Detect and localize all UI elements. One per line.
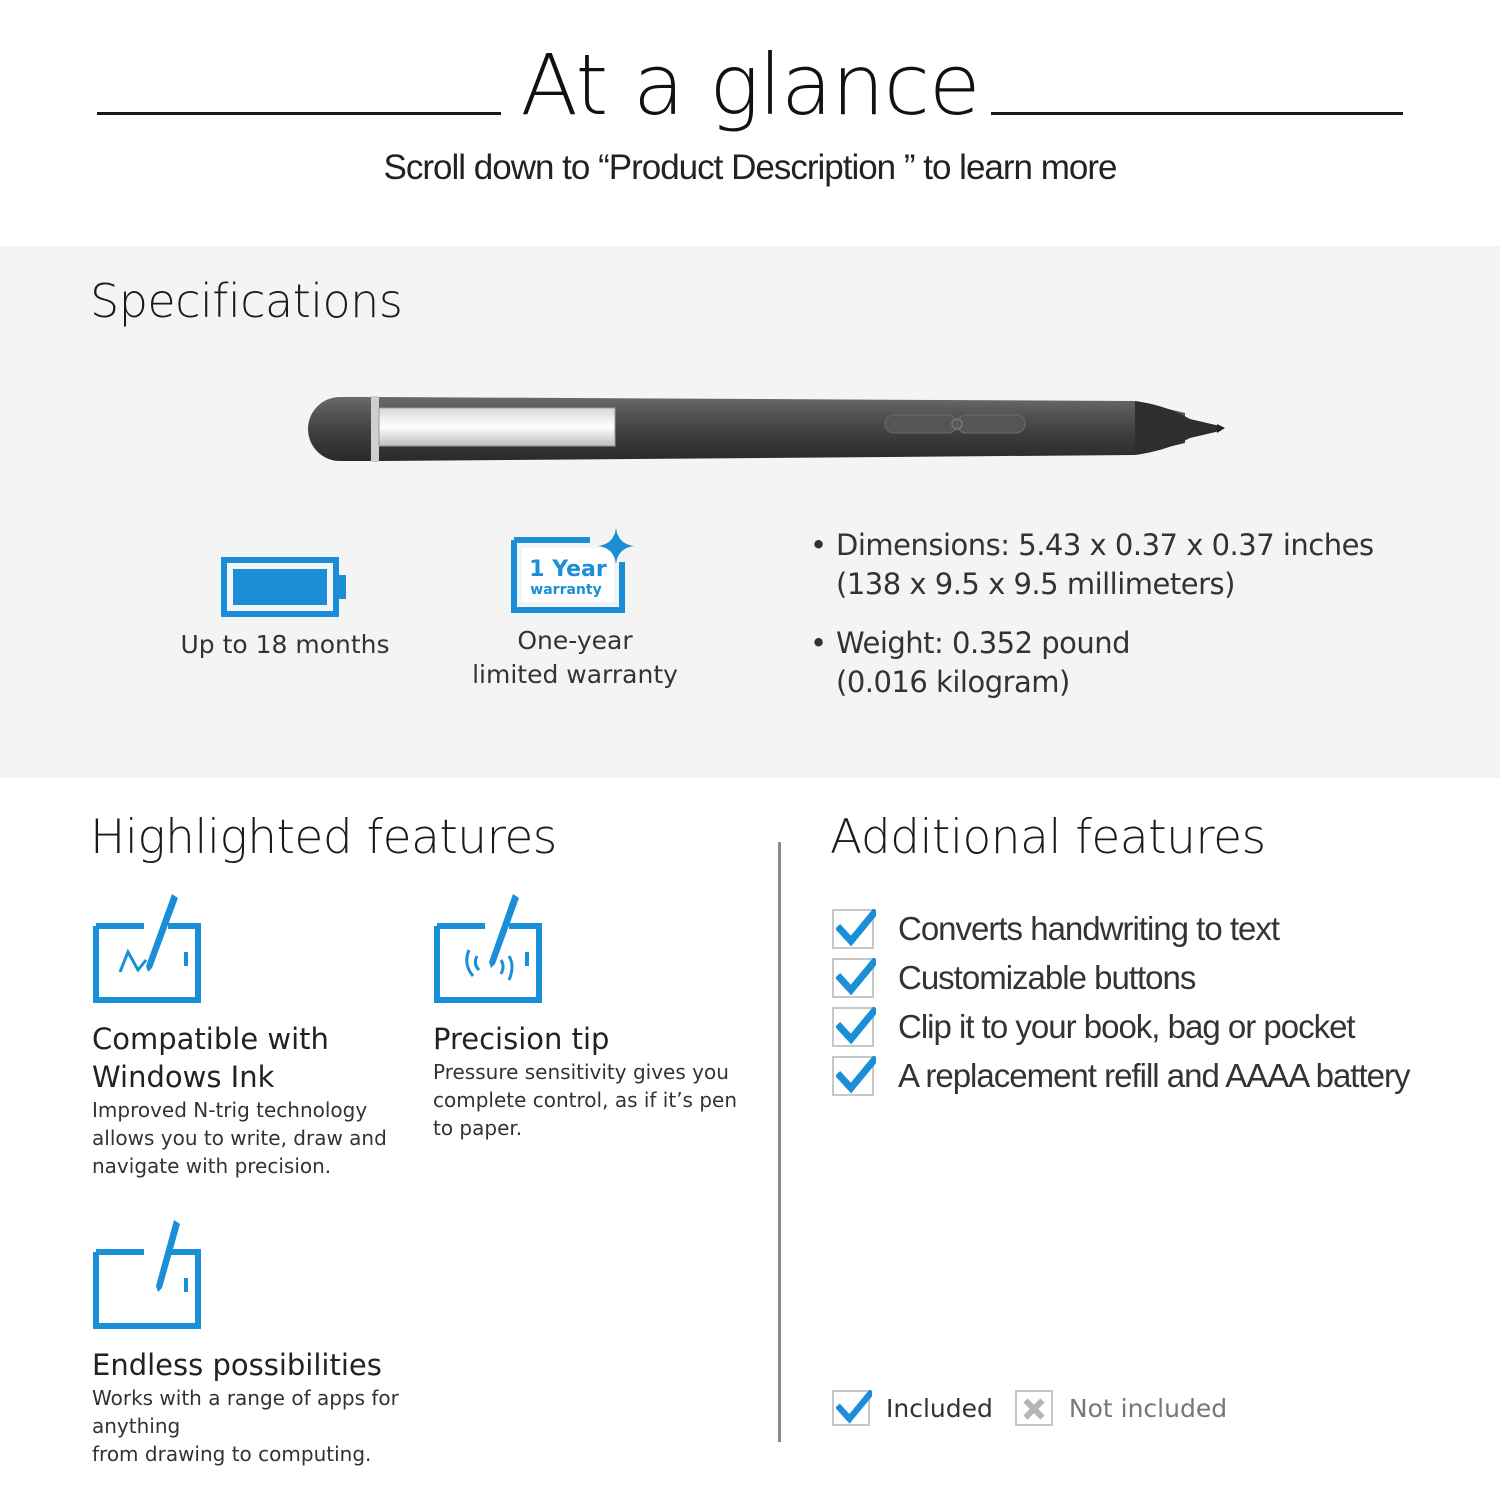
legend-included-label: Included — [886, 1393, 993, 1423]
warranty-badge-line2: warranty — [530, 582, 602, 598]
bullet: • — [810, 528, 827, 562]
column-divider — [778, 842, 781, 1442]
title-rule-left — [97, 112, 501, 115]
page-subtitle: Scroll down to “Product Description ” to learn more — [383, 148, 1117, 187]
feature-desc-line1: Improved N-trig technology — [92, 1098, 368, 1122]
legend-not-included-label: Not included — [1068, 1393, 1228, 1423]
spec-item-weight — [810, 624, 1470, 702]
legend-not-included-checkbox — [1015, 1390, 1053, 1426]
bullet: • — [810, 626, 827, 660]
spec-list — [810, 526, 1470, 722]
checkmark-icon — [836, 958, 876, 998]
feature-name: Precision tip — [433, 1022, 610, 1056]
list-item-text: A replacement refill and AAAA battery — [898, 1056, 1410, 1094]
feature-desc-line2: complete control, as if it’s pen — [433, 1088, 738, 1112]
legend-included-checkbox — [832, 1390, 870, 1426]
spec-weight-line2: (0.016 kilogram) — [836, 665, 1070, 699]
specifications-title: Specifications — [90, 274, 403, 328]
feature-desc-line3: to paper. — [433, 1116, 523, 1140]
list-item — [832, 1002, 1472, 1051]
checkmark-icon — [836, 1007, 876, 1047]
stylus-pen-image — [305, 391, 1230, 466]
battery-spec — [150, 556, 420, 662]
feature-description — [433, 1058, 743, 1142]
highlighted-features-title: Highlighted features — [90, 810, 557, 865]
feature-name: Endless possibilities — [92, 1348, 382, 1382]
specifications-section — [0, 246, 1500, 778]
warranty-label-line2: limited warranty — [472, 660, 678, 689]
page-title: At a glance — [520, 36, 980, 134]
warranty-badge-line1: 1 Year — [529, 557, 607, 582]
additional-features-list — [832, 904, 1472, 1100]
feature-description — [92, 1384, 492, 1468]
checkmark-icon — [836, 1056, 876, 1096]
tablet-pen-draw-icon — [92, 890, 204, 1008]
feature-windows-ink — [92, 890, 412, 1180]
warranty-label-line1: One-year — [517, 626, 633, 655]
checkmark-icon — [836, 909, 876, 949]
feature-endless-possibilities — [92, 1216, 492, 1468]
spec-dimensions-line2: (138 x 9.5 x 9.5 millimeters) — [836, 567, 1235, 601]
list-item — [832, 1051, 1472, 1100]
list-item-text: Converts handwriting to text — [898, 909, 1280, 947]
cross-icon — [1017, 1392, 1051, 1426]
list-item-text: Clip it to your book, bag or pocket — [898, 1007, 1355, 1045]
feature-desc-line1: Pressure sensitivity gives you — [433, 1060, 729, 1084]
list-item-text: Customizable buttons — [898, 958, 1196, 996]
title-rule-right — [991, 112, 1403, 115]
feature-desc-line2: from drawing to computing. — [92, 1442, 372, 1466]
features-section — [0, 778, 1500, 1500]
list-item — [832, 904, 1472, 953]
checkmark-icon — [836, 1390, 872, 1426]
feature-name — [92, 1020, 412, 1096]
feature-precision-tip — [433, 890, 743, 1142]
checkbox-checked — [832, 1007, 874, 1047]
battery-icon — [220, 556, 350, 618]
battery-label: Up to 18 months — [180, 630, 390, 659]
checkbox-checked — [832, 958, 874, 998]
list-item — [832, 953, 1472, 1002]
feature-desc-line3: navigate with precision. — [92, 1154, 332, 1178]
warranty-spec — [450, 526, 700, 692]
spec-item-dimensions — [810, 526, 1470, 604]
checkbox-checked — [832, 1056, 874, 1096]
spec-weight-line1: Weight: 0.352 pound — [836, 626, 1131, 660]
tablet-pen-icon — [92, 1216, 204, 1334]
header — [0, 0, 1500, 246]
feature-desc-line1: Works with a range of apps for anything — [92, 1386, 399, 1438]
feature-description — [92, 1096, 412, 1180]
legend — [832, 1390, 1227, 1426]
feature-desc-line2: allows you to write, draw and — [92, 1126, 387, 1150]
feature-name-line2: Windows Ink — [92, 1060, 275, 1094]
feature-name-line1: Compatible with — [92, 1022, 329, 1056]
checkbox-checked — [832, 909, 874, 949]
tablet-pen-precision-icon — [433, 890, 545, 1008]
spec-dimensions-line1: Dimensions: 5.43 x 0.37 x 0.37 inches — [836, 528, 1374, 562]
warranty-badge-icon — [510, 526, 640, 618]
additional-features-title: Additional features — [830, 810, 1266, 865]
